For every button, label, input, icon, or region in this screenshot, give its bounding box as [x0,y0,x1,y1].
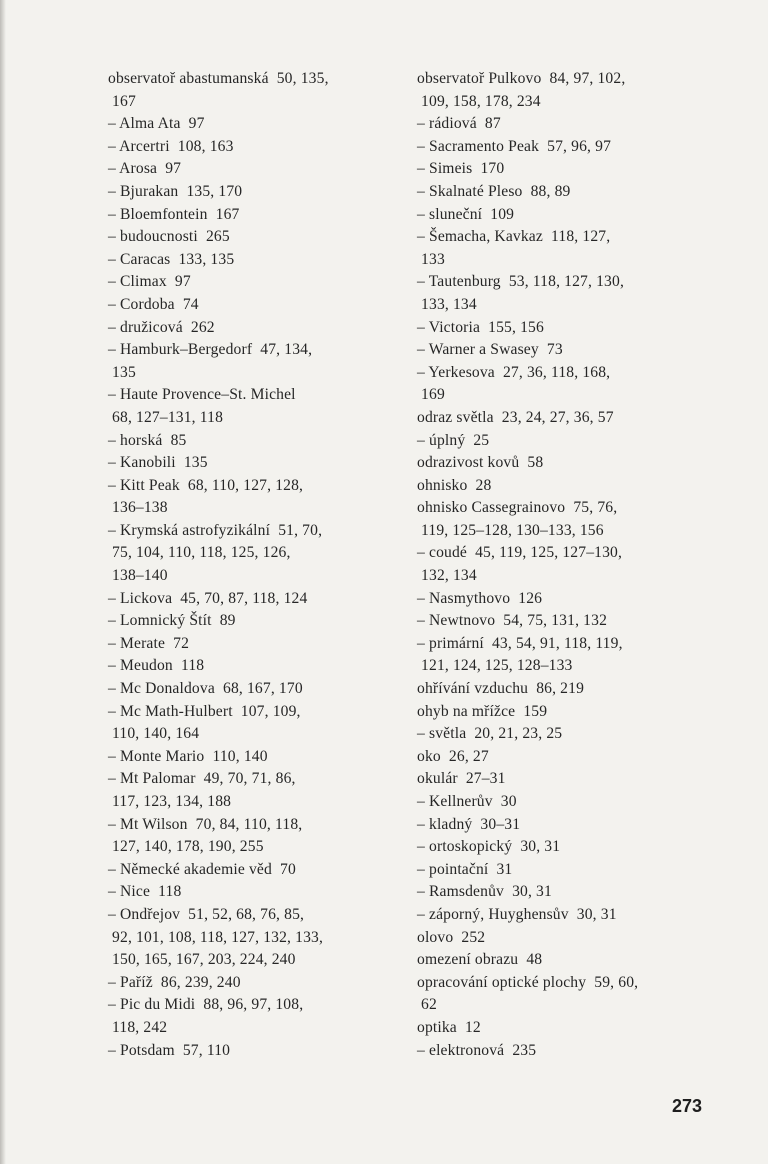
index-entry: ohnisko Cassegrainovo 75, 76, [417,499,618,517]
index-entry: – Mc Donaldova 68, 167, 170 [108,680,303,698]
index-entry: odraz světla 23, 24, 27, 36, 57 [417,408,614,426]
index-entry: optika 12 [417,1018,481,1036]
index-entry: opracování optické plochy 59, 60, [417,973,639,991]
index-entry: 127, 140, 178, 190, 255 [108,838,264,856]
index-entry: – kladný 30–31 [417,815,521,833]
index-entry: – Paříž 86, 239, 240 [108,973,241,991]
page-number: 273 [672,1096,703,1116]
index-entry: – Arcertri 108, 163 [108,137,234,155]
index-entry: – Merate 72 [108,634,190,652]
index-entry: – Tautenburg 53, 118, 127, 130, [417,273,624,291]
index-entry: – coudé 45, 119, 125, 127–130, [417,544,623,562]
index-entry: – Šemacha, Kavkaz 118, 127, [417,228,611,246]
index-column-left [108,68,398,1062]
index-entry: – Warner a Swasey 73 [417,341,563,359]
index-entry: ohyb na mřížce 159 [417,702,548,720]
page-edge-shadow [0,0,6,1164]
index-entry: olovo 252 [417,928,486,946]
index-entry: 62 [417,996,437,1014]
index-entry: – rádiová 87 [417,115,501,133]
index-entry: – elektronová 235 [417,1041,537,1059]
index-entry: ohnisko 28 [417,476,492,494]
index-entry: – Cordoba 74 [108,295,199,313]
index-entry: – Potsdam 57, 110 [108,1041,231,1059]
index-entry: – Sacramento Peak 57, 96, 97 [417,137,612,155]
index-entry: – Mt Wilson 70, 84, 110, 118, [108,815,303,833]
index-entry: 133, 134 [417,295,477,313]
index-entry: 117, 123, 134, 188 [108,793,232,810]
index-column-right [417,68,707,1062]
index-entry: 167 [108,92,136,110]
index-entry: odrazivost kovů 58 [417,454,544,472]
index-entry: – Krymská astrofyzikální 51, 70, [108,521,323,539]
index-entry: – Lickova 45, 70, 87, 118, 124 [108,589,308,607]
index-entry: – Alma Ata 97 [108,115,205,133]
index-entry: – světla 20, 21, 23, 25 [417,725,563,743]
index-entry: 169 [417,386,445,404]
index-entry: – záporný, Huyghensův 30, 31 [417,905,617,923]
index-entry: – Bjurakan 135, 170 [108,182,243,200]
index-entry: – Mt Palomar 49, 70, 71, 86, [108,770,296,788]
index-entry: – Pic du Midi 88, 96, 97, 108, [108,996,304,1014]
index-entry: – Climax 97 [108,273,191,291]
index-entry: – Victoria 155, 156 [417,318,544,336]
index-entry: – Německé akademie věd 70 [108,860,296,878]
index-entry: – družicová 262 [108,318,215,336]
index-entry: – Skalnaté Pleso 88, 89 [417,182,571,200]
index-entry: observatoř abastumanská 50, 135, [108,70,329,87]
index-entry: observatoř Pulkovo 84, 97, 102, [417,70,626,87]
index-entry: 119, 125–128, 130–133, 156 [417,521,604,539]
index-entry: – Monte Mario 110, 140 [108,747,268,765]
index-entry: 121, 124, 125, 128–133 [417,657,573,675]
index-entry: 135 [108,363,136,381]
index-entry: – Kellnerův 30 [417,793,517,810]
index-entry: – Nasmythovo 126 [417,589,543,607]
index-entry: 68, 127–131, 118 [108,408,224,426]
index-entry: – Lomnický Štít 89 [108,612,236,630]
index-entry: – Kanobili 135 [108,454,208,472]
index-entry: 150, 165, 167, 203, 224, 240 [108,951,296,969]
index-entry: – Simeis 170 [417,160,505,178]
index-entry: okulár 27–31 [417,770,506,788]
index-entry: 138–140 [108,567,168,585]
index-entry: 118, 242 [108,1018,168,1036]
index-entry: – pointační 31 [417,860,513,878]
index-entry: 136–138 [108,499,168,517]
index-entry: ohřívání vzduchu 86, 219 [417,680,585,698]
index-entry: – Bloemfontein 167 [108,205,240,223]
index-entry: 133 [417,250,445,268]
index-entry: – primární 43, 54, 91, 118, 119, [417,634,623,652]
index-entry: 109, 158, 178, 234 [417,92,541,110]
index-entry: – Nice 118 [108,883,182,901]
index-entry: – Arosa 97 [108,160,182,178]
index-entry: – úplný 25 [417,431,490,449]
index-entry: – Yerkesova 27, 36, 118, 168, [417,363,611,381]
index-entry: – ortoskopický 30, 31 [417,838,561,856]
index-entry: 132, 134 [417,567,477,585]
index-entry: – Kitt Peak 68, 110, 127, 128, [108,476,304,494]
index-entry: omezení obrazu 48 [417,951,543,969]
index-entry: 75, 104, 110, 118, 125, 126, [108,544,291,562]
index-entry: 92, 101, 108, 118, 127, 132, 133, [108,928,324,946]
index-entry: oko 26, 27 [417,747,489,765]
index-entry: – Meudon 118 [108,657,205,675]
index-entry: – Ramsdenův 30, 31 [417,883,552,901]
index-entry: – budoucnosti 265 [108,228,230,246]
index-entry: – Haute Provence–St. Michel [108,386,296,404]
index-entry: – sluneční 109 [417,205,515,223]
index-entry: – Hamburk–Bergedorf 47, 134, [108,341,313,359]
index-entry: – horská 85 [108,431,187,449]
index-entry: 110, 140, 164 [108,725,200,743]
index-entry: – Newtnovo 54, 75, 131, 132 [417,612,608,630]
index-entry: – Mc Math-Hulbert 107, 109, [108,702,301,720]
index-entry: – Ondřejov 51, 52, 68, 76, 85, [108,905,305,923]
index-entry: – Caracas 133, 135 [108,250,235,268]
